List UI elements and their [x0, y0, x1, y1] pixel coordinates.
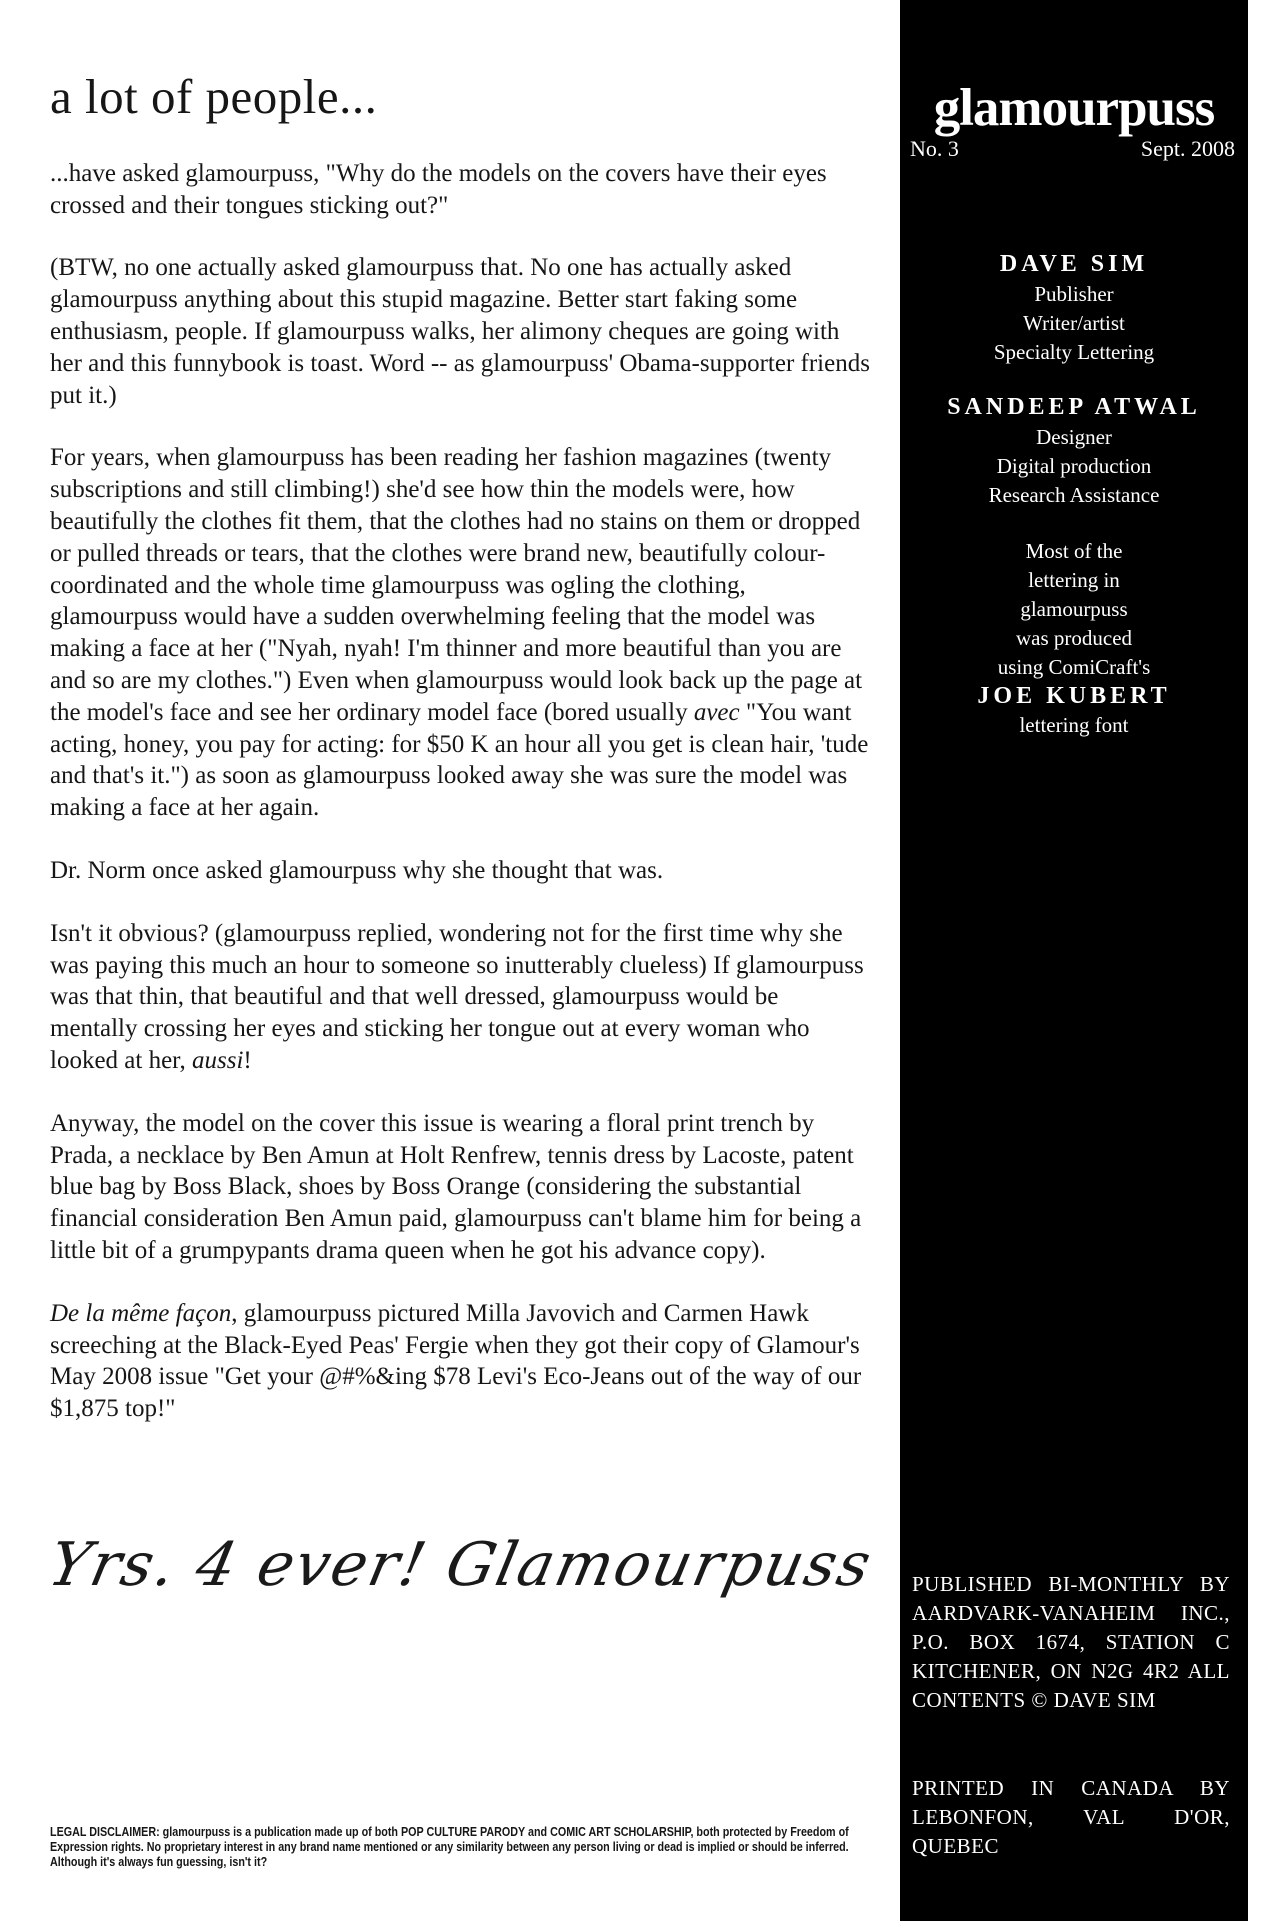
paragraph-7-emphasis: De la même façon [50, 1299, 232, 1327]
signature: Yrs. 4 ever! Glamourpuss [42, 1530, 879, 1600]
note-line: using ComiCraft's [997, 655, 1151, 679]
paragraph-5 [50, 918, 870, 1077]
credit-role: Writer/artist [1023, 311, 1125, 335]
paragraph-3-text-a: For years, when glamourpuss has been reading her fashion magazines (twenty subscriptions and still climbing!) she'd see how thin the models were, how beautifully the clothes fit them, that the clothes had no stains on them or dropped or pulled threads or tears, that the clothes were brand new, beautifully colour-coordinated and the whole time glamourpuss was ogling the clothing, glamourpuss would have a sudden overwhelming feeling that the model was making a face at her ("Nyah, nyah! I'm thinner and more beautiful than you are and so are my clothes.") Even when glamourpuss would look back up the page at the model's face and see her ordinary model face (bored usually [50, 444, 863, 726]
credit-dave-sim [900, 249, 1248, 367]
credit-name: DAVE SIM [999, 251, 1149, 277]
credit-role: Research Assistance [988, 483, 1160, 507]
publication-info: PUBLISHED BI-MONTHLY BY AARDVARK-VANAHEIM INC., P.O. BOX 1674, STATION C KITCHENER, ON N2G 4R2 ALL CONTENTS © DAVE SIM [912, 1572, 1230, 1712]
article [50, 70, 870, 1456]
note-line: lettering font [1019, 713, 1129, 737]
credit-role: Specialty Lettering [993, 340, 1155, 364]
note-line: was produced [1015, 626, 1133, 650]
paragraph-5-text-a: Isn't it obvious? (glamourpuss replied, wondering not for the first time why she was paying this much an hour to someone so inutterably clueless) If glamourpuss was that thin, that beautiful and that well dressed, glamourpuss would be mentally crossing her eyes and sticking her tongue out at every woman who looked at her, [50, 919, 864, 1075]
issue-date: Sept. 2008 [1140, 136, 1235, 161]
note-line: glamourpuss [1020, 597, 1128, 621]
paragraph-7-text: , glamourpuss pictured Milla Javovich and Carmen Hawk screeching at the Black-Eyed Peas' Fergie when they got their copy of Glamour's May 2008 issue "Get your @#%&ing $78 Levi's Eco-Jeans out of the way of our $1,875 top!" [50, 1299, 862, 1423]
article-heading: a lot of people... [50, 69, 378, 124]
masthead-sidebar [900, 0, 1248, 1921]
paragraph-4: Dr. Norm once asked glamourpuss why she thought that was. [50, 857, 664, 885]
credit-name: SANDEEP ATWAL [947, 394, 1201, 420]
credit-role: Digital production [996, 454, 1152, 478]
note-line: Most of the [1025, 539, 1123, 563]
credit-sandeep-atwal [900, 392, 1248, 510]
paragraph-5-text-b: ! [243, 1047, 252, 1075]
paragraph-5-emphasis: aussi [192, 1047, 244, 1075]
credit-role: Publisher [1034, 282, 1114, 306]
paragraph-6: Anyway, the model on the cover this issue is wearing a floral print trench by Prada, a necklace by Ben Amun at Holt Renfrew, tennis dress by Lacoste, patent blue bag by Boss Black, shoes by Boss Orange (considering the substantial financial consideration Ben Amun paid, glamourpuss can't blame him for being a little bit of a grumpypants drama queen when he got his advance copy). [50, 1109, 862, 1264]
paragraph-7 [50, 1298, 870, 1425]
legal-disclaimer: LEGAL DISCLAIMER: glamourpuss is a publication made up of both POP CULTURE PARODY and COMIC ART SCHOLARSHIP, both protected by Freedom of Expression rights. No proprietary interest in any brand name mentioned or any similarity between any person living or dead is implied or should be inferred. Although it's always fun guessing, isn't it? [50, 1825, 849, 1869]
paragraph-1: ...have asked glamourpuss, "Why do the models on the covers have their eyes crossed and their tongues sticking out?" [50, 159, 827, 219]
masthead-title: glamourpuss [933, 79, 1215, 137]
paragraph-3-emphasis: avec [693, 698, 740, 726]
paragraph-3-text-b: "You want acting, honey, you pay for acting: for $50 K an hour all you get is clean hair, 'tude and that's it.") as soon as glamourpuss looked away she was sure the model was making a face at her again. [50, 698, 869, 822]
issue-number: No. 3 [910, 136, 959, 161]
lettering-note [900, 537, 1248, 740]
paragraph-2: (BTW, no one actually asked glamourpuss that. No one has actually asked glamourpuss anything about this stupid magazine. Better start faking some enthusiasm, people. If glamourpuss walks, her alimony cheques are going with her and this funnybook is toast. Word -- as glamourpuss' Obama-supporter friends put it.) [50, 254, 870, 409]
paragraph-3 [50, 442, 870, 824]
issue-line [910, 136, 1235, 162]
note-line: lettering in [1028, 568, 1120, 592]
note-font-name: JOE KUBERT [977, 683, 1171, 709]
printing-info: PRINTED IN CANADA BY LEBONFON, VAL D'OR, QUEBEC [912, 1776, 1230, 1858]
credit-role: Designer [1036, 425, 1112, 449]
